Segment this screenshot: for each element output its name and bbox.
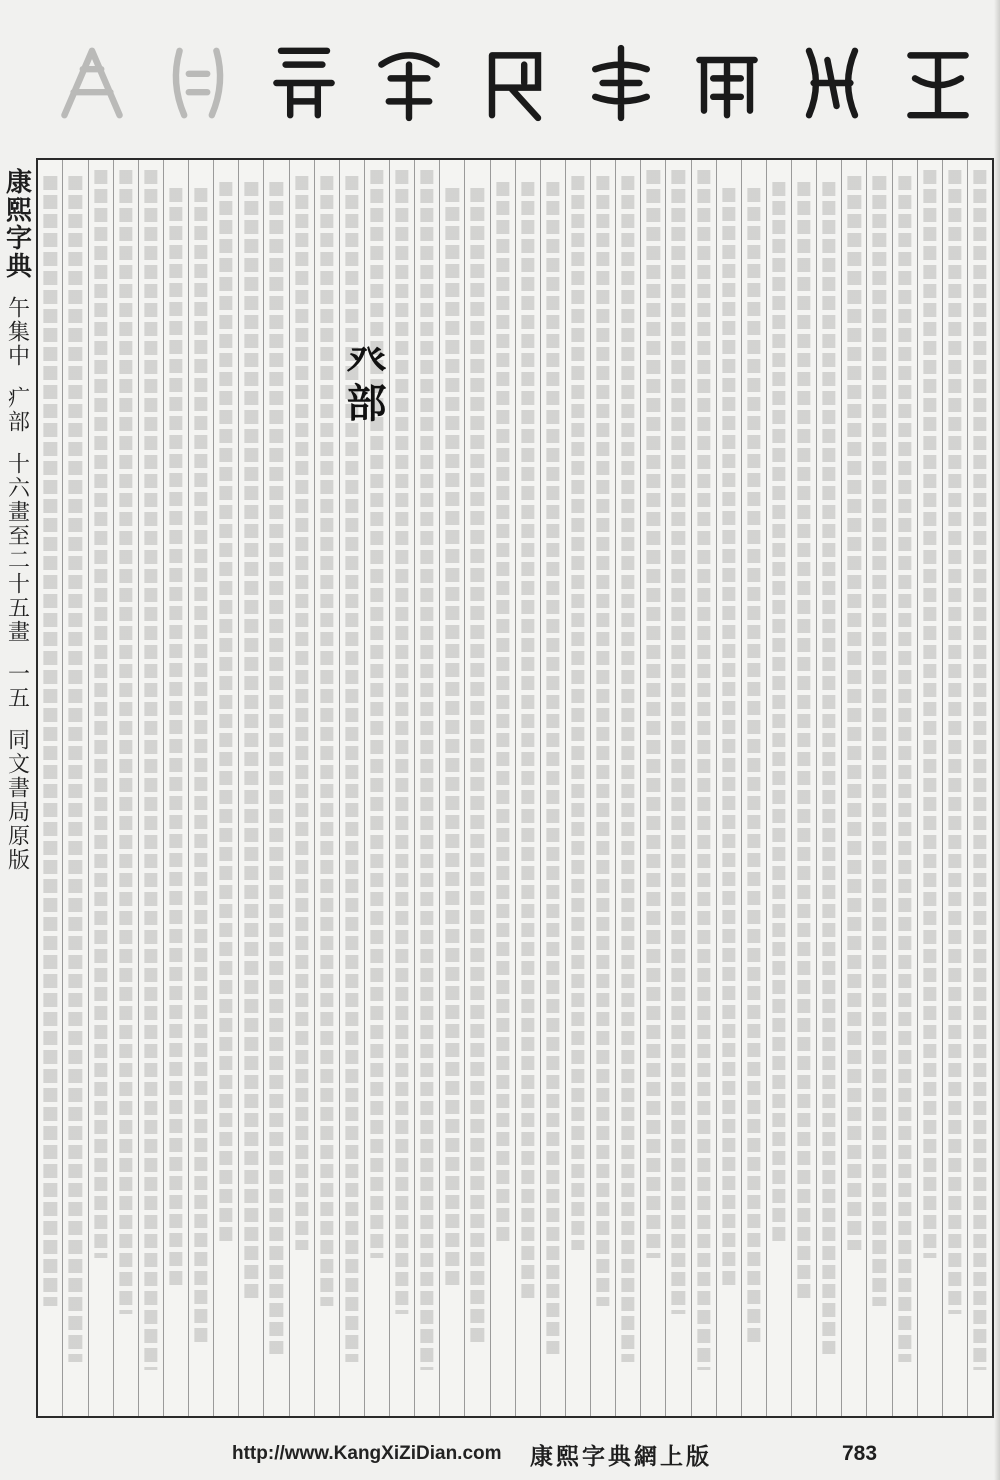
text-column — [88, 160, 113, 1416]
column-text-block — [496, 182, 509, 1242]
seal-glyph-8 — [152, 37, 244, 129]
text-column — [213, 160, 238, 1416]
seal-glyph-5 — [469, 37, 561, 129]
column-text-block — [898, 176, 911, 1362]
book-title: 康熙字典 — [1, 168, 32, 280]
column-text-block — [446, 188, 459, 1290]
text-column — [289, 160, 314, 1416]
text-column — [565, 160, 590, 1416]
text-column — [38, 160, 62, 1416]
stroke-range: 十六畫至二十五畫 — [4, 452, 30, 644]
column-text-block — [622, 176, 635, 1362]
text-column — [515, 160, 540, 1416]
column-text-block — [571, 176, 584, 1250]
column-text-block — [144, 170, 157, 1370]
text-column — [665, 160, 690, 1416]
page-footer — [0, 1428, 1000, 1480]
text-column — [414, 160, 439, 1416]
text-column — [640, 160, 665, 1416]
text-column — [967, 160, 992, 1416]
seal-script-header — [36, 18, 994, 148]
radical-heading: 癶部 — [340, 340, 387, 424]
text-column — [716, 160, 741, 1416]
footer-title: 康熙字典網上版 — [530, 1442, 712, 1470]
column-text-block — [647, 170, 660, 1258]
text-frame — [36, 158, 994, 1418]
column-text-block — [69, 176, 82, 1362]
text-column — [540, 160, 565, 1416]
column-text-block — [169, 188, 182, 1290]
text-column — [138, 160, 163, 1416]
text-column — [464, 160, 489, 1416]
column-text-block — [194, 188, 207, 1346]
radical-label: 疒部 — [4, 386, 30, 434]
text-column — [62, 160, 87, 1416]
text-column — [892, 160, 917, 1416]
text-column — [238, 160, 263, 1416]
text-column — [113, 160, 138, 1416]
seal-glyph-6 — [363, 37, 455, 129]
text-column — [263, 160, 288, 1416]
column-grid — [38, 160, 992, 1416]
column-text-block — [270, 182, 283, 1354]
text-column — [163, 160, 188, 1416]
text-column — [866, 160, 891, 1416]
text-column — [188, 160, 213, 1416]
column-text-block — [471, 188, 484, 1346]
column-text-block — [44, 176, 57, 1306]
column-text-block — [697, 170, 710, 1370]
folio-number: 一五 — [4, 662, 30, 710]
text-column — [942, 160, 967, 1416]
seal-glyph-4 — [575, 37, 667, 129]
column-text-block — [119, 170, 132, 1314]
column-text-block — [797, 182, 810, 1298]
column-text-block — [848, 176, 861, 1250]
text-column — [741, 160, 766, 1416]
column-text-block — [973, 170, 986, 1370]
column-text-block — [395, 170, 408, 1314]
column-text-block — [923, 170, 936, 1258]
seal-glyph-3 — [681, 37, 773, 129]
scan-edge — [994, 0, 1000, 1480]
column-text-block — [823, 182, 836, 1354]
text-column — [439, 160, 464, 1416]
seal-glyph-2 — [786, 37, 878, 129]
column-text-block — [370, 170, 383, 1258]
column-text-block — [245, 182, 258, 1298]
text-column — [389, 160, 414, 1416]
text-column — [590, 160, 615, 1416]
column-text-block — [722, 188, 735, 1290]
text-column — [691, 160, 716, 1416]
column-text-block — [948, 170, 961, 1314]
seal-glyph-7 — [258, 37, 350, 129]
text-column — [841, 160, 866, 1416]
column-text-block — [747, 188, 760, 1346]
text-column — [791, 160, 816, 1416]
seal-glyph-1 — [892, 37, 984, 129]
margin-title-strip — [0, 158, 34, 1418]
column-text-block — [320, 176, 333, 1306]
column-text-block — [546, 182, 559, 1354]
column-text-block — [672, 170, 685, 1314]
page-number: 783 — [842, 1442, 878, 1465]
column-text-block — [521, 182, 534, 1298]
footer-url-link[interactable]: http://www.KangXiZiDian.com — [232, 1443, 502, 1464]
column-text-block — [220, 182, 233, 1242]
publisher-label: 同文書局原版 — [4, 728, 30, 872]
column-text-block — [772, 182, 785, 1242]
seal-glyph-9 — [46, 37, 138, 129]
section-label: 午集中 — [4, 296, 30, 368]
column-text-block — [94, 170, 107, 1258]
text-column — [917, 160, 942, 1416]
text-column — [816, 160, 841, 1416]
column-text-block — [596, 176, 609, 1306]
text-column — [615, 160, 640, 1416]
column-text-block — [295, 176, 308, 1250]
text-column — [766, 160, 791, 1416]
column-text-block — [421, 170, 434, 1370]
column-text-block — [873, 176, 886, 1306]
text-column — [490, 160, 515, 1416]
